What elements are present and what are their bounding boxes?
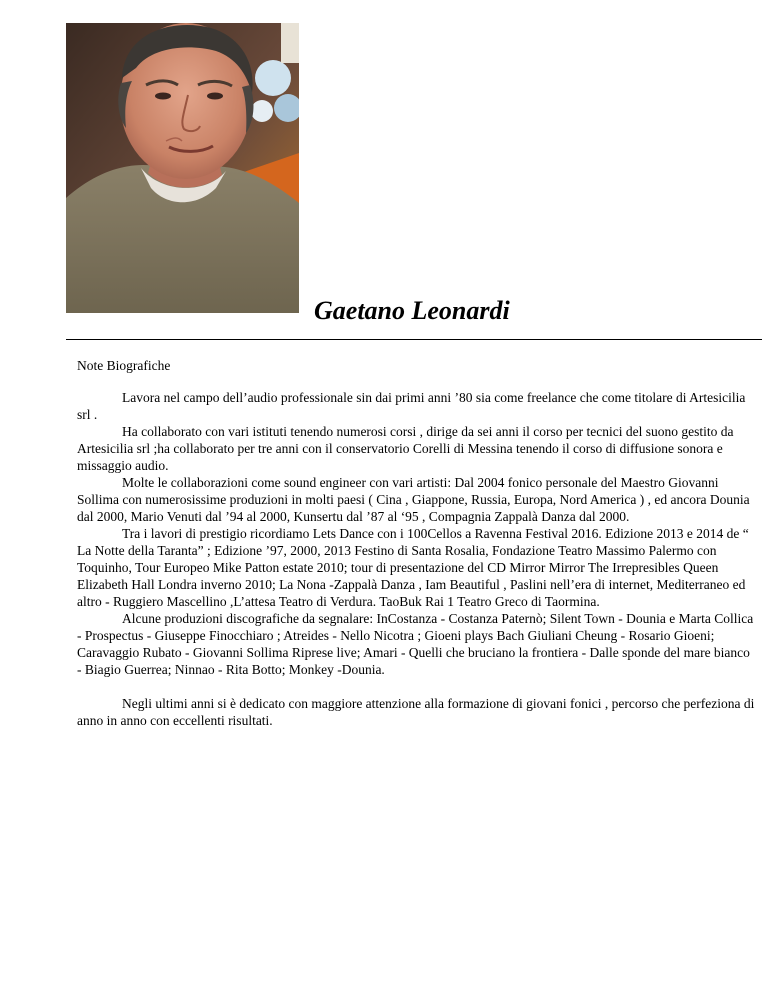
biography-paragraph: Molte le collaborazioni come sound engineer con vari artisti: Dal 2004 fonico personale del Maestro Giovanni Sollima con numerosissime produzioni in molti paesi ( Cina , Giappone, Russia, Europa, Nord America ) , ed ancora Dounia dal 2000, Mario Venuti dal ’94 al 2000, Kunsertu dal ’87 al ‘95 , Compagnia Zappalà Danza dal 2000. [77, 475, 750, 524]
header-divider [66, 339, 762, 340]
biography-paragraph: Lavora nel campo dell’audio professionale sin dai primi anni ’80 sia come freelance che come titolare di Artesicilia srl . [77, 390, 746, 422]
biography-paragraph: Ha collaborato con vari istituti tenendo numerosi corsi , dirige da sei anni il corso per tecnici del suono gestito da Artesicilia srl ;ha collaborato per tre anni con il conservatorio Corelli di Messina tenendo il corso di diffusione sonora e missaggio audio. [77, 424, 734, 473]
portrait-photo [66, 23, 299, 313]
biography-paragraph: Tra i lavori di prestigio ricordiamo Lets Dance con i 100Cellos a Ravenna Festival 2016. Edizione 2013 e 2014 de “ La Notte della Taranta” ; Edizione ’97, 2000, 2013 Festino di Santa Rosalia, Fondazione Teatro Massimo Palermo con Toquinho, Tour Europeo Mike Patton estate 2010; tour di presentazione del CD Mirror Mirror The Irrepresibles Queen Elizabeth Hall Londra inverno 2010; La Nona -Zappalà Danza , Iam Beautiful , Paslini nell’era di internet, Mediterraneo ed altro - Ruggiero Mascellino ,L’attesa Teatro di Verdura. TaoBuk Rai 1 Teatro Greco di Taormina. [77, 526, 749, 609]
section-title: Note Biografiche [77, 358, 171, 373]
biography-paragraph: Alcune produzioni discografiche da segnalare: InCostanza - Costanza Paternò; Silent Town - Dounia e Marta Collica - Prospectus - Giuseppe Finocchiaro ; Atreides - Nello Nicotra ; Gioeni plays Bach Giuliani Cheung - Rosario Gioeni; Caravaggio Rubato - Giovanni Sollima Riprese live; Amari - Quelli che bruciano la frontiera - Dalle sponde del mare bianco - Biagio Guerrea; Ninnao - Rita Botto; Monkey -Dounia. [77, 611, 754, 677]
biography-paragraph: Negli ultimi anni si è dedicato con maggiore attenzione alla formazione di giovani fonici , percorso che perfeziona di anno in anno con eccellenti risultati. [77, 696, 755, 728]
person-name: Gaetano Leonardi [314, 296, 510, 325]
biography-text [77, 389, 757, 729]
